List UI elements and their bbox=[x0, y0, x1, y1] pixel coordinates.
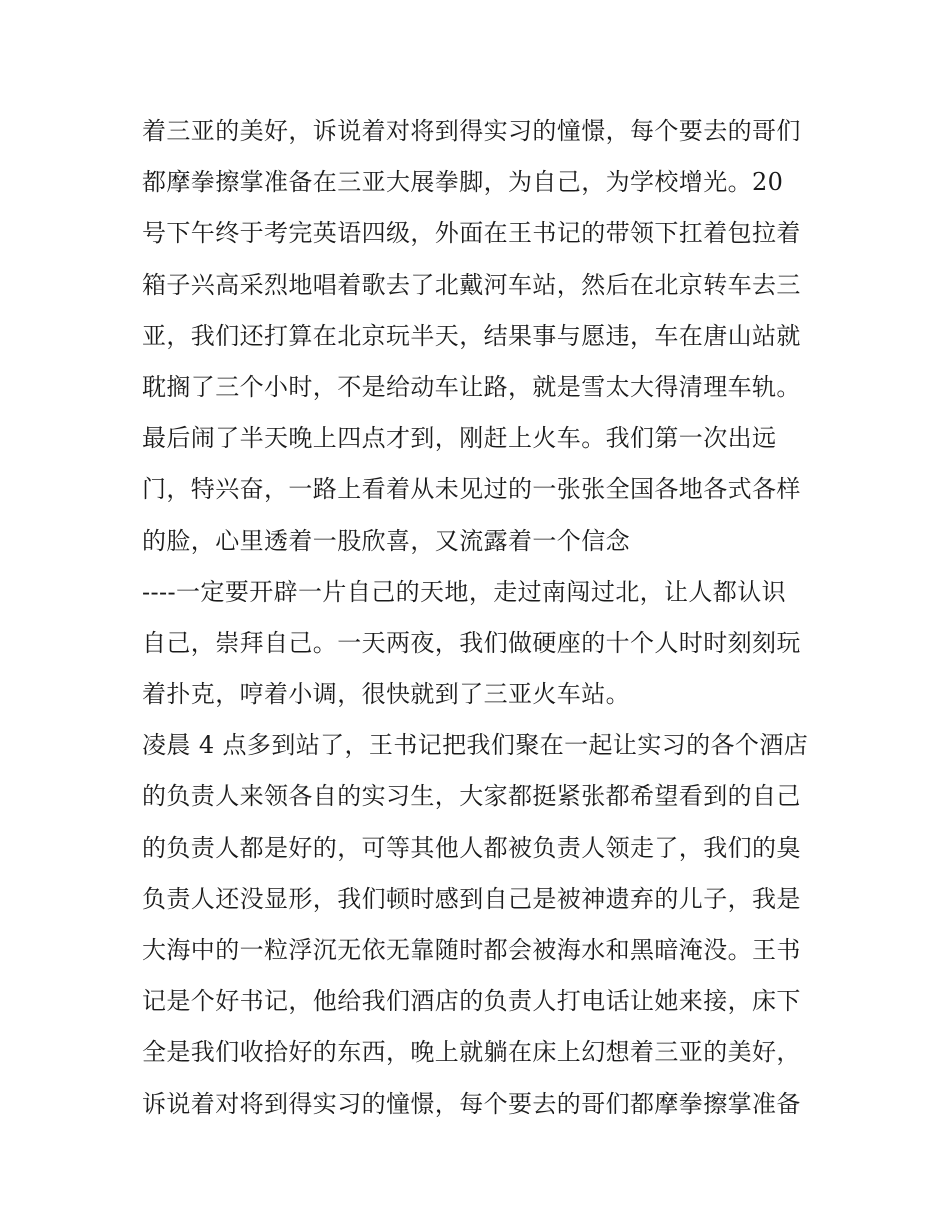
document-body bbox=[142, 106, 822, 1130]
text-line: ----一定要开辟一片自己的天地，走过南闯过北，让人都认识 bbox=[142, 577, 787, 606]
text-line: 号下午终于考完英语四级，外面在王书记的带领下扛着包拉着 bbox=[142, 219, 801, 248]
text-line: 全是我们收拾好的东西，晚上就躺在床上幻想着三亚的美好， bbox=[142, 1038, 801, 1067]
text-line: 负责人还没显形，我们顿时感到自己是被神遗弃的儿子，我是 bbox=[142, 884, 801, 913]
text-line: 耽搁了三个小时，不是给动车让路，就是雪太大得清理车轨。 bbox=[142, 372, 801, 401]
text-line: 的脸，心里透着一股欣喜，又流露着一个信念 bbox=[142, 526, 630, 555]
text-line: 诉说着对将到得实习的憧憬，每个要去的哥们都摩拳擦掌准备 bbox=[142, 1089, 801, 1118]
text-line: 亚，我们还打算在北京玩半天，结果事与愿违，车在唐山站就 bbox=[142, 321, 801, 350]
text-line: 着扑克，哼着小调，很快就到了三亚火车站。 bbox=[142, 680, 630, 709]
text-line: 都摩拳擦掌准备在三亚大展拳脚，为自己，为学校增光。20 bbox=[142, 168, 784, 197]
text-line: 自己，崇拜自己。一天两夜，我们做硬座的十个人时时刻刻玩 bbox=[142, 628, 801, 657]
text-line: 的负责人都是好的，可等其他人都被负责人领走了，我们的臭 bbox=[142, 833, 801, 862]
text-line: 记是个好书记，他给我们酒店的负责人打电话让她来接，床下 bbox=[142, 987, 801, 1016]
text-line: 箱子兴高采烈地唱着歌去了北戴河车站，然后在北京转车去三 bbox=[142, 270, 801, 299]
text-line: 着三亚的美好，诉说着对将到得实习的憧憬，每个要去的哥们 bbox=[142, 117, 801, 145]
text-line: 最后闹了半天晚上四点才到，刚赶上火车。我们第一次出远 bbox=[142, 424, 777, 453]
text-line: 凌晨 4 点多到站了，王书记把我们聚在一起让实习的各个酒店 bbox=[142, 731, 809, 760]
text-line: 的负责人来领各自的实习生，大家都挺紧张都希望看到的自己 bbox=[142, 782, 801, 811]
text-line: 门，特兴奋，一路上看着从未见过的一张张全国各地各式各样 bbox=[142, 475, 801, 504]
text-line: 大海中的一粒浮沉无依无靠随时都会被海水和黑暗淹没。王书 bbox=[142, 936, 801, 964]
